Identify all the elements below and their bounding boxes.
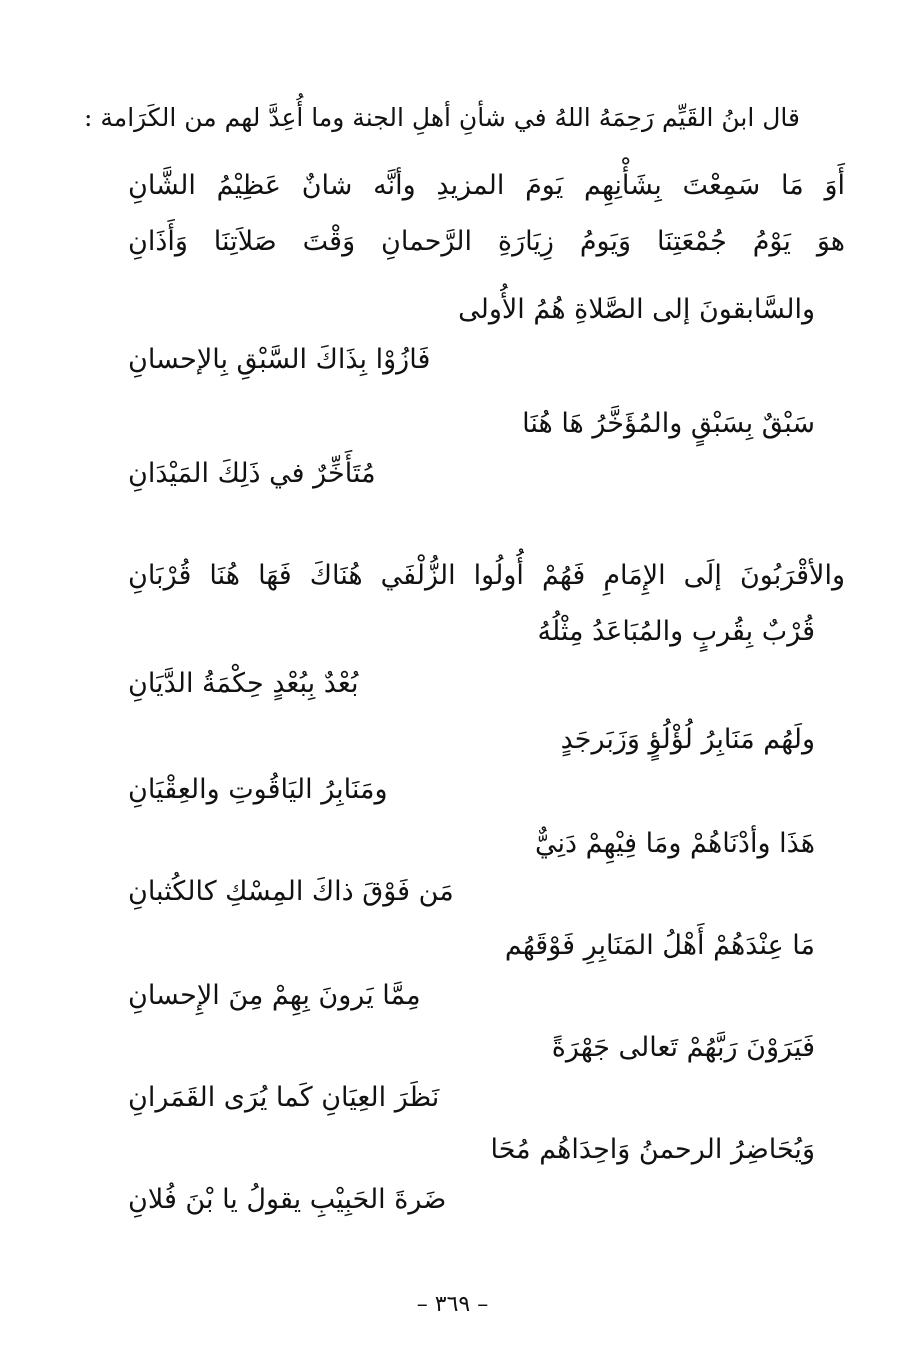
verse-sadr: سَبْقٌ بِسَبْقٍ والمُؤَخَّرُ هَا هُنَا bbox=[522, 408, 815, 439]
intro-line: قال ابنُ القَيِّم رَحِمَهُ اللهُ في شأنِ أهلِ الجنة وما أُعِدَّ لهم من الكَرَامة : bbox=[84, 103, 800, 132]
verse-ajuz: بُعْدٌ بِبُعْدٍ حِكْمَةُ الدَّيَانِ bbox=[128, 668, 359, 699]
verse-sadr: هَذَا وأدْنَاهُمْ ومَا فِيْهِمْ دَنِيٌّ bbox=[535, 828, 815, 859]
verse-ajuz: ضَرةَ الحَبِيْبِ يقولُ يا بْنَ فُلانِ bbox=[128, 1184, 447, 1215]
verse-line: أَوَ مَا سَمِعْتَ بِشَأْنِهِم يَومَ المزيدِ وأنَّه شانٌ عَظِيْمُ الشَّانِ bbox=[128, 170, 845, 201]
verse-ajuz: نَظَرَ العِيَانِ كَما يُرَى القَمَرانِ bbox=[128, 1082, 440, 1113]
verse-sadr: فَيَرَوْنَ رَبَّهُمْ تَعالى جَهْرَةً bbox=[551, 1032, 815, 1063]
verse-sadr: والسَّابقونَ إلى الصَّلاةِ هُمُ الأُولى bbox=[458, 294, 815, 325]
verse-ajuz: مَن فَوْقَ ذاكَ المِسْكِ كالكُثبانِ bbox=[128, 876, 454, 907]
verse-line: هوَ يَوْمُ جُمْعَتِنَا وَيَومُ زِيَارَةِ الرَّحمانِ وَقْتَ صَلاَتِنَا وَأَذَانِ bbox=[128, 226, 845, 257]
verse-line: والأقْرَبُونَ إلَى الإِمَامِ فَهُمْ أُولُوا الزُّلْفَي هُنَاكَ فَهَا هُنَا قُرْبَانِ bbox=[128, 560, 845, 591]
verse-ajuz: مِمَّا يَرونَ بِهِمْ مِنَ الإِحسانِ bbox=[128, 980, 421, 1011]
verse-sadr: مَا عِنْدَهُمْ أَهْلُ المَنَابِرِ فَوْقَهُم bbox=[504, 930, 815, 961]
verse-ajuz: ومَنَابِرُ اليَاقُوتِ والعِقْيَانِ bbox=[128, 774, 388, 805]
page-number: – ٣٦٩ – bbox=[416, 1292, 489, 1317]
verse-sadr: ولَهُم مَنَابِرُ لُؤْلُؤٍ وَزَبَرجَدٍ bbox=[560, 724, 815, 755]
verse-sadr: قُرْبٌ بِقُربٍ والمُبَاعَدُ مِثْلُهُ bbox=[537, 616, 815, 647]
verse-ajuz: مُتَأَخِّرٌ في ذَلِكَ المَيْدَانِ bbox=[128, 458, 376, 489]
verse-sadr: وَيُحَاضِرُ الرحمنُ وَاحِدَاهُم مُحَا bbox=[490, 1134, 815, 1165]
verse-ajuz: فَازُوْا بِذَاكَ السَّبْقِ بِالإحسانِ bbox=[128, 344, 431, 375]
